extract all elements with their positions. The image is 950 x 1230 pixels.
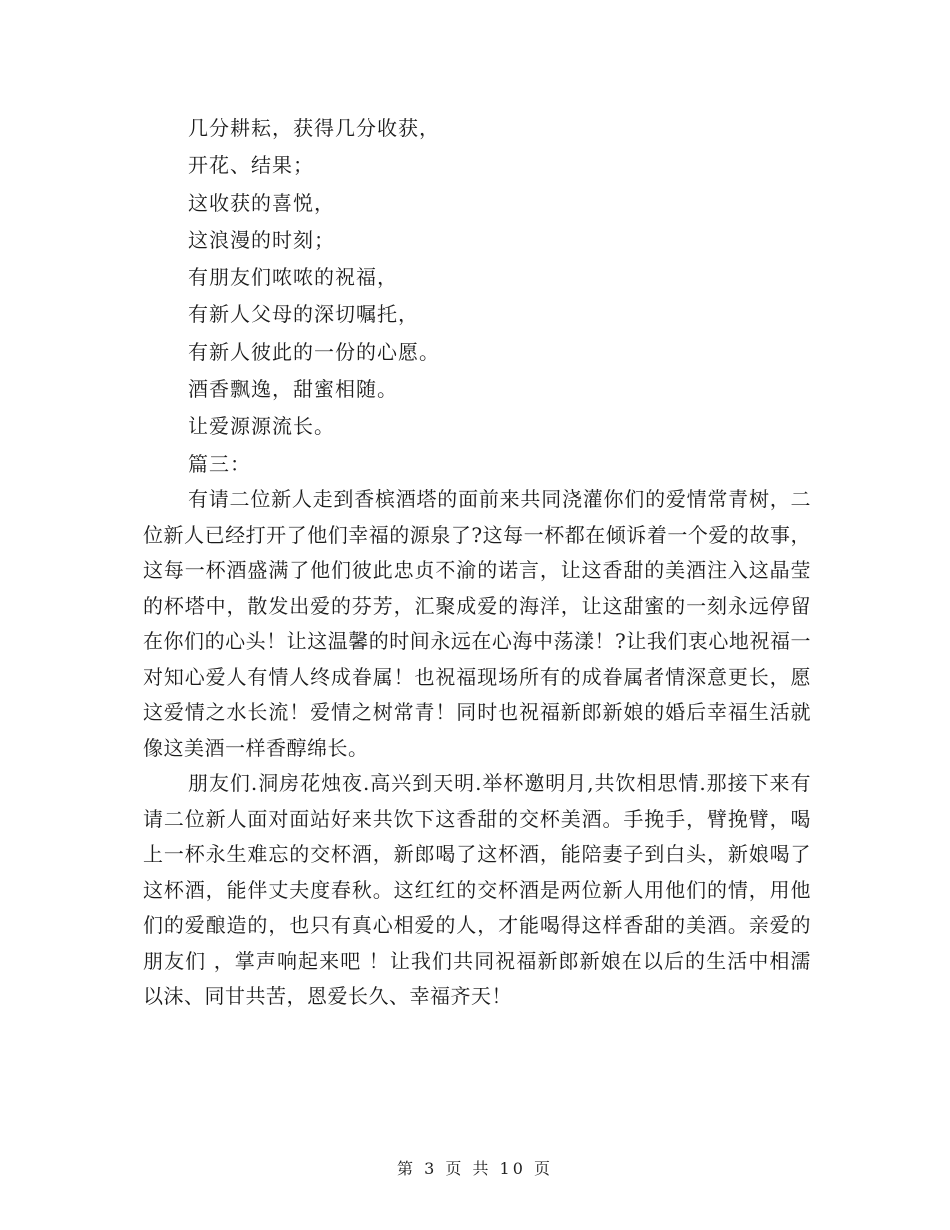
paragraph-wedding-toast: 朋友们.洞房花烛夜.高兴到天明.举杯邀明月,共饮相思情.那接下来有请二位新人面对面站好来共饮下这香甜的交杯美酒。手挽手，臂挽臂，喝上一杯永生难忘的交杯酒，新郎喝了这杯酒，能陪妻子到白头，新娘喝了这杯酒，能伴丈夫度春秋。这红红的交杯酒是两位新人用他们的情，用他们的爱酿造的，也只有真心相爱的人，才能喝得这样香甜的美酒。亲爱的朋友们 ，掌声响起来吧 ！让我们共同祝福新郎新娘在以后的生活中相濡以沫、同甘共苦，恩爱长久、幸福齐天！ xyxy=(143,771,811,1008)
paragraph-champagne-tower: 有请二位新人走到香槟酒塔的面前来共同浇灌你们的爱情常青树，二位新人已经打开了他们幸福的源泉了?这每一杯都在倾诉着一个爱的故事，这每一杯酒盛满了他们彼此忠贞不渝的诺言，让这香甜的美酒注入这晶莹的杯塔中，散发出爱的芬芳，汇聚成爱的海洋，让这甜蜜的一刻永远停留在你们的心头！让这温馨的时间永远在心海中荡漾！?让我们衷心地祝福一对知心爱人有情人终成眷属！也祝福现场所有的成眷属者情深意更长，愿这爱情之水长流！爱情之树常青！同时也祝福新郎新娘的婚后幸福生活就像这美酒一样香醇绵长。 xyxy=(143,487,811,760)
poem-line: 让爱源源流长。 xyxy=(188,414,335,439)
poem-line: 开花、结果； xyxy=(188,153,314,178)
poem-line: 酒香飘逸，甜蜜相随。 xyxy=(188,377,398,402)
poem-line: 这收获的喜悦， xyxy=(188,190,335,215)
poem-line: 这浪漫的时刻； xyxy=(188,227,335,252)
page-number-footer: 第 3 页 共 10 页 xyxy=(397,1159,553,1178)
section-heading: 篇三： xyxy=(188,451,251,476)
poem-line: 几分耕耘，获得几分收获， xyxy=(188,116,440,140)
poem-line: 有朋友们哝哝的祝福， xyxy=(188,265,398,290)
poem-block xyxy=(188,110,808,483)
poem-line: 有新人彼此的一份的心愿。 xyxy=(188,339,440,364)
prose-block xyxy=(143,482,811,1015)
poem-line: 有新人父母的深切嘱托， xyxy=(188,302,419,327)
